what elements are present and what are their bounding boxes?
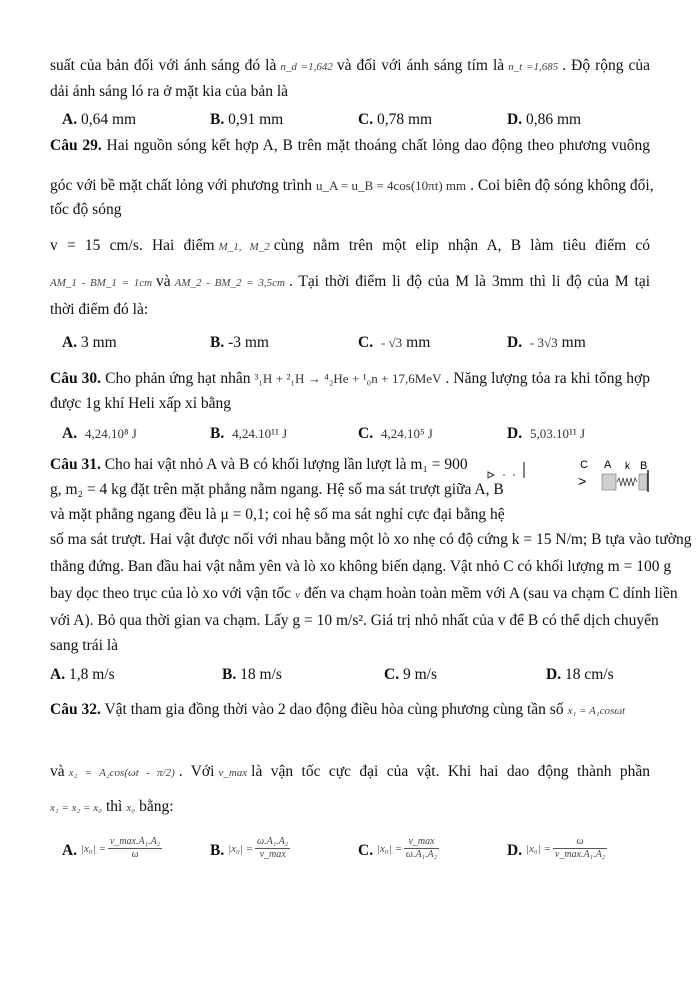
question-label: Câu 30. — [50, 370, 102, 387]
q31-line-1: Câu 31. Cho hai vật nhỏ A và B có khối lượng lần lượt là m₁ = 900 — [50, 456, 468, 473]
q32-line-3: x₁ = x₂ = x₀ thì x₀ bằng: — [50, 798, 174, 815]
formula-x0: x₀ — [126, 802, 136, 814]
block-b — [639, 474, 647, 490]
q30-line-2: được 1g khí Heli xấp xỉ bằng — [50, 395, 232, 412]
formula-nt: n_t =1,685 — [508, 61, 559, 73]
spring — [617, 478, 637, 486]
q29-line-1: Câu 29. Hai nguồn sóng kết hợp A, B trên mặt thoáng chất lỏng dao động theo phương vuông — [50, 137, 650, 154]
q31-line-8: sang trái là — [50, 637, 119, 654]
intro-line-2: dải ánh sáng ló ra ở mặt kia của bản là — [50, 83, 289, 100]
q29-line-3: tốc độ sóng — [50, 201, 122, 218]
formula-am1: AM_1 - BM_1 = 1cm — [50, 277, 153, 289]
intro-line-1 — [50, 56, 650, 77]
q31-option-d: D. 18 cm/s — [546, 666, 614, 683]
q32-option-a: A. |x₀| = $\frac{\text{v\_max.A₁.A₂}}{\omega}$ — [62, 836, 161, 860]
figure-arrow: > — [578, 473, 587, 489]
q31-option-b: B. 18 m/s — [222, 666, 282, 683]
q31-line-5: thẳng đứng. Ban đầu hai vật nằm yên và lò xo không biến dạng. Vật nhỏ C có khối lượng m = 100 g — [50, 558, 672, 575]
q32-option-c: C. |x₀| = $\frac{v\_\max}{\text{ω.A₁.A₂}}$ — [358, 836, 438, 860]
q32-option-d: D. |x₀| = $\frac{\omega}{\text{v\_max.A₁.A₂}}$ — [507, 836, 606, 860]
text: . Độ rộng của — [562, 57, 650, 74]
question-label: Câu 31. — [50, 456, 101, 473]
formula-m1m2: M_1, M_2 — [218, 241, 270, 253]
formula-vmax: v_max — [218, 767, 248, 779]
q29-line-6: thời điểm đó là: — [50, 301, 149, 318]
figure-fragment-left — [488, 462, 524, 478]
formula-x1: x₁ = A₁cosωt — [567, 705, 626, 717]
q31-line-3: và mặt phẳng ngang đều là μ = 0,1; coi hệ số ma sát nghỉ cực đại bằng hệ — [50, 506, 505, 523]
text: suất của bản đối với ánh sáng đó là — [50, 57, 277, 74]
q29-line-2: góc với bề mặt chất lỏng với phương trình u_A = u_B = 4cos(10πt) mm . Coi biên độ sóng không đổi, — [50, 177, 654, 194]
q30-option-a: A. 4,24.10⁸ J — [62, 425, 137, 442]
q29-option-b: B. -3 mm — [210, 334, 269, 351]
figure-label-b: B — [640, 460, 648, 472]
intro-option-b: B. 0,91 mm — [210, 111, 284, 128]
figure-label-k: k — [625, 461, 630, 472]
figure-label-a: A — [604, 459, 612, 471]
q29-option-c: C. - √3 mm — [358, 334, 431, 351]
q30-line-1: Câu 30. Cho phản ứng hạt nhân ³₁H + ²₁H → ⁴₂He + ¹₀n + 17,6MeV . Năng lượng tỏa ra khi tổng hợp — [50, 370, 650, 387]
q31-line-2: g, m₂ = 4 kg đặt trên mặt phẳng nằm ngang. Hệ số ma sát trượt giữa A, B — [50, 481, 504, 498]
q32-option-b: B. |x₀| = $\frac{\text{ω.A₁.A₂}}{v\_\max}$ — [210, 836, 289, 860]
q30-option-c: C. 4,24.10⁵ J — [358, 425, 433, 442]
formula-wave-eq: u_A = u_B = 4cos(10πt) mm — [316, 178, 467, 193]
q29-option-a: A. 3 mm — [62, 334, 117, 351]
q31-line-7: với A). Bỏ qua thời gian va chạm. Lấy g = 10 m/s². Giá trị nhỏ nhất của v để B có thể dịch chuyển — [50, 612, 659, 629]
q29-option-d: D. - 3√3 mm — [507, 334, 586, 351]
q30-option-b: B. 4,24.10¹¹ J — [210, 425, 288, 442]
spring-block-figure — [480, 452, 652, 496]
text: và đối với ánh sáng tím là — [336, 57, 505, 74]
q31-line-4: số ma sát trượt. Hai vật được nối với nhau bằng một lò xo nhẹ có độ cứng k = 15 N/m; B tựa vào tường — [50, 531, 692, 548]
q31-line-6: bay dọc theo trục của lò xo với vận tốc v đến va chạm hoàn toàn mềm với A (sau va chạm C dính liền — [50, 585, 678, 602]
block-a — [602, 474, 616, 490]
intro-option-c: C. 0,78 mm — [358, 111, 433, 128]
q32-line-1: Câu 32. Vật tham gia đồng thời vào 2 dao động điều hòa cùng phương cùng tần số x₁ = A₁cosωt — [50, 701, 626, 718]
intro-option-d: D. 0,86 mm — [507, 111, 582, 128]
q30-option-d: D. 5,03.10¹¹ J — [507, 425, 586, 442]
q31-option-a: A. 1,8 m/s — [50, 666, 115, 683]
q29-line-4: v = 15 cm/s. Hai điểm M_1, M_2 cùng nằm trên một elip nhận A, B làm tiêu điểm có — [50, 237, 651, 254]
formula-v: v — [295, 589, 300, 601]
question-label: Câu 32. — [50, 701, 101, 718]
question-label: Câu 29. — [50, 137, 102, 154]
formula-x1x2: x₁ = x₂ = x₀ — [50, 802, 102, 814]
intro-option-a: A. 0,64 mm — [62, 111, 137, 128]
formula-am2: AM_2 - BM_2 = 3,5cm — [174, 277, 285, 289]
q32-line-2: và x₂ = A₂cos(ωt - π/2) . Với v_max là vận tốc cực đại của vật. Khi hai dao động thành phần — [50, 763, 650, 780]
formula-x2: x₂ = A₂cos(ωt - π/2) — [68, 767, 175, 779]
q29-line-5: AM_1 - BM_1 = 1cm và AM_2 - BM_2 = 3,5cm . Tại thời điểm li độ của M là 3mm thì li độ của M tại — [50, 273, 651, 290]
q31-option-c: C. 9 m/s — [384, 666, 437, 683]
formula-reaction: ³₁H + ²₁H → ⁴₂He + ¹₀n + 17,6MeV — [254, 371, 442, 386]
formula-nd: n_d =1,642 — [280, 61, 333, 73]
figure-label-c: C — [580, 459, 588, 471]
